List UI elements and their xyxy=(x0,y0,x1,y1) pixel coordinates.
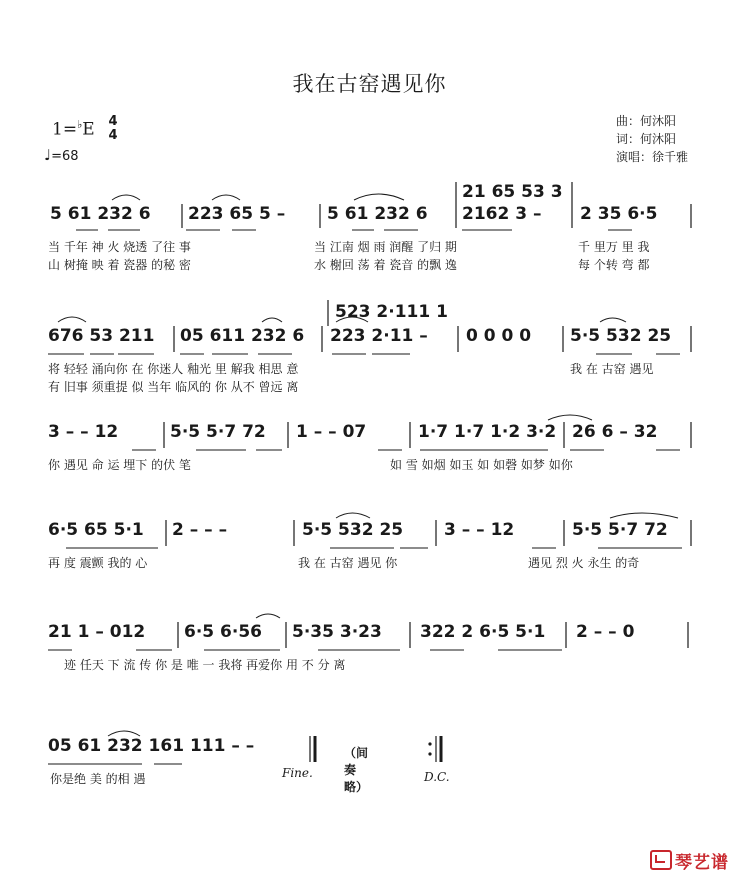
measure-6: 676 53 211 xyxy=(48,326,155,346)
logo-text: 琴艺谱 xyxy=(675,853,729,873)
lyric-line: 水 榭回 荡 着 瓷音 的飘 逸 xyxy=(314,258,457,272)
lyric-line: 你 遇见 命 运 埋下 的伏 笔 xyxy=(48,458,191,472)
lyric-line: 千 里万 里 我 xyxy=(578,240,650,254)
measure-13: 1 – – 07 xyxy=(296,422,367,442)
composer-credit: 曲：何沐阳 xyxy=(616,114,677,128)
lyric-line: 我 在 古窑 遇见 你 xyxy=(298,556,398,570)
measure-1: 5 61 232 6 xyxy=(50,204,151,224)
quarter-note-icon: ♩ xyxy=(44,146,52,164)
time-top: 4 xyxy=(108,114,118,129)
measure-21: 21 1 – 012 xyxy=(48,622,146,642)
lyric-line: 我 在 古窑 遇见 xyxy=(570,362,654,376)
lyricist-credit: 词：何沐阳 xyxy=(616,132,677,146)
alt-melody-2: 523 2·111 1 xyxy=(335,302,448,322)
measure-12: 5·5 5·7 72 xyxy=(170,422,266,442)
measure-23: 5·35 3·23 xyxy=(292,622,382,642)
lyric-line: 将 轻轻 涌向你 在 你迷人 釉光 里 解我 相思 意 xyxy=(48,362,299,376)
interlude-note: （间奏略） xyxy=(344,746,369,794)
measure-10: 5·5 532 25 xyxy=(570,326,672,346)
lyric-line: 你是绝 美 的相 遇 xyxy=(50,772,146,786)
measure-2: 223 65 5 – xyxy=(188,204,286,224)
measure-19: 3 – – 12 xyxy=(444,520,515,540)
measure-7: 05 611 232 6 xyxy=(180,326,305,346)
measure-16: 6·5 65 5·1 xyxy=(48,520,144,540)
measure-4: 2162 3 – xyxy=(462,204,542,224)
measure-8: 223 2·11 – xyxy=(330,326,428,346)
logo-icon xyxy=(650,850,672,870)
measure-25: 2 – – 0 xyxy=(576,622,635,642)
measure-9: 0 0 0 0 xyxy=(466,326,532,346)
lyric-line: 每 个转 弯 都 xyxy=(578,258,650,272)
lyric-line: 山 树掩 映 着 瓷器 的秘 密 xyxy=(48,258,191,272)
measure-11: 3 – – 12 xyxy=(48,422,119,442)
fine-marking: Fine. xyxy=(282,766,313,780)
lyric-line: 当 千年 神 火 烧透 了往 事 xyxy=(48,240,191,254)
lyric-line: 如 雪 如烟 如玉 如 如磬 如梦 如你 xyxy=(390,458,573,472)
measure-17: 2 – – – xyxy=(172,520,228,540)
lyric-line: 有 旧事 须重提 似 当年 临风的 你 从不 曾远 离 xyxy=(48,380,299,394)
singer-credit: 演唱：徐千雅 xyxy=(616,150,689,164)
lyric-line: 遇见 烈 火 永生 的奇 xyxy=(528,556,640,570)
song-title: 我在古窑遇见你 xyxy=(292,72,447,96)
time-bottom: 4 xyxy=(108,128,118,143)
final-barlines xyxy=(310,736,441,762)
measure-15: 26 6 – 32 xyxy=(572,422,658,442)
measure-22: 6·5 6·56 xyxy=(184,622,262,642)
lyric-line: 当 江南 烟 雨 润醒 了归 期 xyxy=(314,240,457,254)
tempo-value: =68 xyxy=(51,149,79,164)
alt-melody-1: 21 65 53 3 xyxy=(462,182,563,202)
measure-14: 1·7 1·7 1·2 3·2 xyxy=(418,422,557,442)
dc-marking: D.C. xyxy=(424,770,450,784)
flat-sign: ♭ xyxy=(77,118,83,131)
lyric-line: 迹 任天 下 流 传 你 是 唯 一 我将 再爱你 用 不 分 离 xyxy=(64,658,346,672)
key-note: E xyxy=(82,119,95,140)
site-logo xyxy=(650,848,729,873)
measure-26: 05 61 232 161 111 – – xyxy=(48,736,255,756)
measure-18: 5·5 532 25 xyxy=(302,520,404,540)
key-label: 1= xyxy=(52,119,78,140)
measure-5: 2 35 6·5 xyxy=(580,204,658,224)
measure-20: 5·5 5·7 72 xyxy=(572,520,668,540)
lyric-line: 再 度 震颤 我的 心 xyxy=(48,556,148,570)
measure-3: 5 61 232 6 xyxy=(327,204,428,224)
measure-24: 322 2 6·5 5·1 xyxy=(420,622,546,642)
